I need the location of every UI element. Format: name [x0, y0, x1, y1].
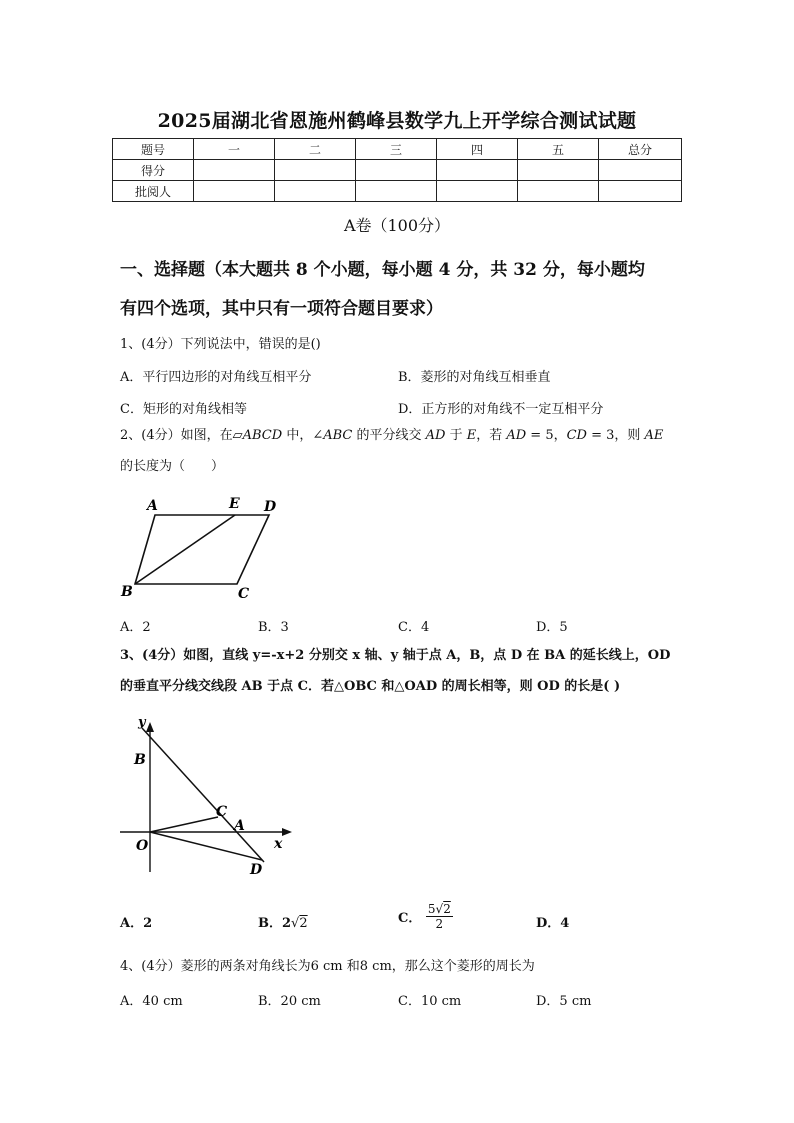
label-o: O — [136, 838, 149, 854]
q3-option-a: A．2 — [120, 916, 153, 931]
q2-option-a: A．2 — [120, 620, 151, 635]
grader-cell — [599, 181, 682, 202]
q2-option-d: D．5 — [536, 620, 568, 635]
grader-cell — [437, 181, 518, 202]
q2-stem-part: 2、(4分）如图，在 — [120, 428, 233, 443]
bisector-line — [135, 515, 235, 584]
q2-option-b: B．3 — [258, 620, 289, 635]
math-ae: AE — [644, 428, 664, 443]
sqrt-icon: √ — [435, 902, 444, 916]
label-d: D — [264, 499, 277, 515]
score-cell — [356, 160, 437, 181]
label-a: A — [234, 818, 245, 834]
table-header-cell: 五 — [518, 139, 599, 160]
q3-option-c — [398, 902, 453, 931]
segment-oc — [150, 817, 218, 832]
score-table-header-row — [113, 139, 682, 160]
q3-stem-line2: 的垂直平分线交线段 AB 于点 C．若△OBC 和△OAD 的周长相等，则 OD 的长是( ) — [120, 679, 621, 694]
label-b: B — [121, 584, 133, 600]
segment-od — [150, 832, 262, 860]
table-header-cell: 四 — [437, 139, 518, 160]
q3-coordinate-figure — [112, 712, 302, 882]
table-header-cell: 二 — [275, 139, 356, 160]
fraction-numerator — [426, 902, 453, 917]
q3-option-c-prefix: C． — [398, 911, 422, 926]
q2-stem-line1 — [120, 426, 663, 446]
q1-option-b: B．菱形的对角线互相垂直 — [398, 370, 551, 385]
score-cell — [194, 160, 275, 181]
q2-parallelogram-figure — [115, 490, 290, 605]
math-angle-abc: ∠ABC — [312, 428, 353, 443]
score-cell — [599, 160, 682, 181]
parallelogram-shape — [135, 515, 269, 584]
grader-cell — [356, 181, 437, 202]
table-header-cell: 一 — [194, 139, 275, 160]
q4-option-d: D．5 cm — [536, 994, 592, 1009]
score-cell — [437, 160, 518, 181]
q2-stem-part: 于 — [445, 428, 467, 443]
table-header-cell: 总分 — [599, 139, 682, 160]
label-y: y — [138, 715, 146, 730]
q2-option-c: C．4 — [398, 620, 430, 635]
line-bd — [142, 728, 264, 862]
q3-option-b — [258, 912, 308, 931]
table-row — [113, 160, 682, 181]
math-abcd: ABCD — [242, 428, 283, 443]
q2-stem-part: ，若 — [476, 428, 507, 443]
q2-stem-part: = 3，则 — [586, 428, 645, 443]
q2-stem-part: 的平分线交 — [352, 428, 426, 443]
row-label-score: 得分 — [113, 160, 194, 181]
label-e: E — [229, 496, 240, 512]
label-c: C — [216, 804, 228, 820]
q4-option-a: A．40 cm — [120, 994, 183, 1009]
grader-cell — [275, 181, 356, 202]
exam-title: 2025届湖北省恩施州鹤峰县数学九上开学综合测试试题 — [157, 110, 637, 132]
label-c: C — [238, 586, 250, 602]
row-label-grader: 批阅人 — [113, 181, 194, 202]
q1-option-d: D．正方形的对角线不一定互相平分 — [398, 402, 604, 417]
score-table — [112, 138, 682, 202]
q3-option-d: D．4 — [536, 916, 570, 931]
math-e: E — [466, 428, 477, 443]
y-axis-arrow-icon — [146, 722, 154, 732]
numerator-radicand: 2 — [443, 902, 451, 916]
label-a: A — [147, 498, 158, 514]
fraction — [426, 902, 453, 931]
q1-option-c: C．矩形的对角线相等 — [120, 402, 247, 417]
label-d: D — [250, 862, 263, 878]
score-cell — [275, 160, 356, 181]
math-ad: AD — [506, 428, 527, 443]
q1-option-a: A．平行四边形的对角线互相平分 — [120, 370, 312, 385]
q4-stem: 4、(4分）菱形的两条对角线长为6 cm 和8 cm，那么这个菱形的周长为 — [120, 959, 535, 974]
grader-cell — [518, 181, 599, 202]
q2-stem-line2: 的长度为（ ） — [120, 459, 225, 474]
math-cd: CD — [566, 428, 587, 443]
math-ad: AD — [425, 428, 446, 443]
fraction-denominator: 2 — [435, 917, 444, 931]
label-b: B — [134, 752, 146, 768]
q4-option-b: B．20 cm — [258, 994, 321, 1009]
label-x: x — [274, 836, 283, 852]
q1-stem: 1、(4分）下列说法中，错误的是() — [120, 337, 321, 352]
score-cell — [518, 160, 599, 181]
numerator-coefficient: 5 — [427, 902, 436, 916]
q3-option-b-radicand: 2 — [299, 916, 308, 931]
volume-heading: A卷（100分） — [343, 216, 451, 235]
sqrt-icon: √ — [291, 916, 300, 931]
table-row — [113, 181, 682, 202]
table-header-cell: 三 — [356, 139, 437, 160]
q4-option-c: C．10 cm — [398, 994, 462, 1009]
parallelogram-symbol: ▱ — [232, 428, 243, 443]
q3-stem-line1: 3、(4分）如图，直线 y=-x+2 分别交 x 轴、y 轴于点 A，B，点 D 在 BA 的延长线上，OD — [120, 648, 671, 663]
q3-option-b-prefix: B．2 — [258, 916, 292, 931]
q2-stem-part: 中， — [282, 428, 313, 443]
grader-cell — [194, 181, 275, 202]
q2-stem-part: = 5， — [526, 428, 567, 443]
table-header-cell: 题号 — [113, 139, 194, 160]
section-heading-line2: 有四个选项，其中只有一项符合题目要求） — [120, 299, 443, 319]
x-axis-arrow-icon — [282, 828, 292, 836]
section-heading-line1: 一、选择题（本大题共 8 个小题，每小题 4 分，共 32 分，每小题均 — [120, 260, 645, 280]
